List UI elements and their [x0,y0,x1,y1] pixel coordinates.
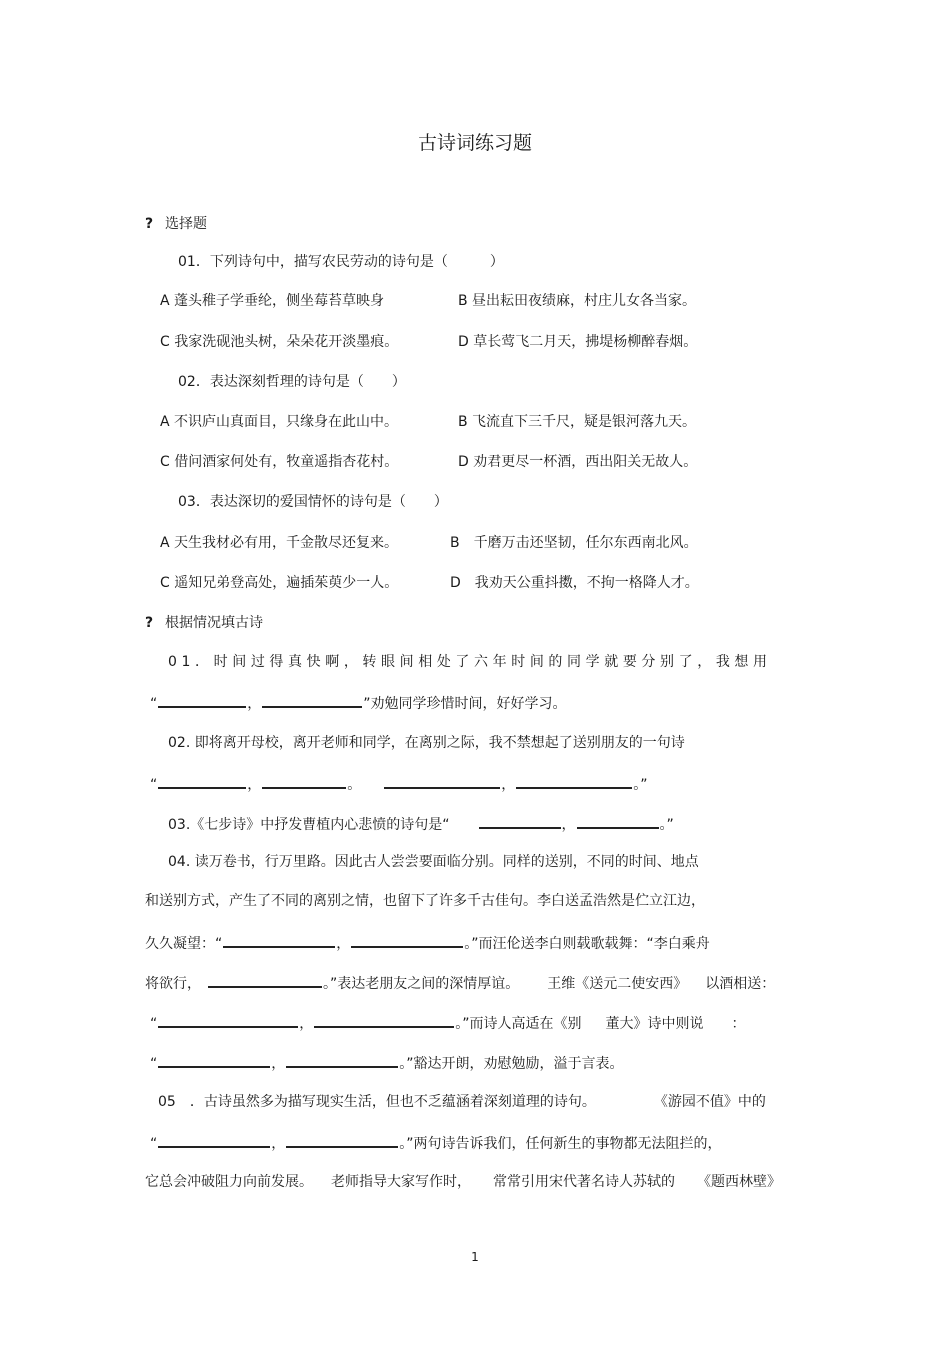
q3-option-b: B 千磨万击还坚韧，任尔东西南北风。 [450,535,698,551]
answer-blank[interactable] [158,1012,298,1028]
bullet-mark: ? [145,615,154,631]
answer-blank[interactable] [384,773,500,789]
fill-4-line-6: “ ， 。”豁达开朗，劝慰勉励，溢于言表。 [150,1052,624,1074]
fill-3-line: 03.《七步诗》中抒发曹植内心悲愤的诗句是“ ， 。” [168,813,674,835]
answer-blank[interactable] [262,692,362,708]
q3-option-a: A 天生我材必有用，千金散尽还复来。 [160,535,399,551]
fill-1-line-2: “ ， ”劝勉同学珍惜时间，好好学习。 [150,692,567,714]
q1-option-c: C 我家洗砚池头树，朵朵花开淡墨痕。 [160,334,399,350]
page-number: 1 [471,1250,479,1264]
fill-1-line-1: 01．时间过得真快啊，转眼间相处了六年时间的同学就要分别了，我想用 [168,654,772,670]
section-label: 根据情况填古诗 [165,615,263,631]
fill-5-line-2: “ ， 。”两句诗告诉我们，任何新生的事物都无法阻拦的， [150,1132,722,1154]
section-heading-choice [145,214,207,234]
bullet-mark: ? [145,216,154,232]
fill-4-line-5: “ ， 。”而诗人高适在《别 董大》诗中则说 ： [150,1012,746,1034]
section-heading-fill [145,613,263,633]
fill-5-line-3: 它总会冲破阻力向前发展。 老师指导大家写作时， 常常引用宋代著名诗人苏轼的 《题西林壁》 [145,1174,781,1190]
q1-option-b: B 昼出耘田夜绩麻，村庄儿女各当家。 [458,293,697,309]
q2-option-c: C 借问酒家何处有，牧童遥指杏花村。 [160,454,399,470]
q3-option-c: C 遥知兄弟登高处，遍插茱萸少一人。 [160,575,399,591]
answer-blank[interactable] [577,813,659,829]
answer-blank[interactable] [286,1052,398,1068]
question-2-stem: 02．表达深刻哲理的诗句是（ ） [178,374,406,390]
answer-blank[interactable] [158,692,246,708]
answer-blank[interactable] [158,1132,270,1148]
q1-option-d: D 草长莺飞二月天，拂堤杨柳醉春烟。 [458,334,698,350]
fill-2-line-2: “ ， 。 ， 。” [150,773,648,795]
answer-blank[interactable] [158,1052,270,1068]
fill-4-line-1: 04. 读万卷书，行万里路。因此古人尝尝要面临分别。同样的送别，不同的时间、地点 [168,854,699,870]
answer-blank[interactable] [262,773,346,789]
answer-blank[interactable] [223,932,335,948]
page-title: 古诗词练习题 [417,132,532,154]
answer-blank[interactable] [351,932,463,948]
question-3-stem: 03．表达深切的爱国情怀的诗句是（ ） [178,494,448,510]
q1-option-a: A 蓬头稚子学垂纶，侧坐莓苔草映身 [160,293,385,309]
q3-option-d: D 我劝天公重抖擞，不拘一格降人才。 [450,575,699,591]
q2-option-d: D 劝君更尽一杯酒，西出阳关无故人。 [458,454,698,470]
answer-blank[interactable] [208,972,322,988]
answer-blank[interactable] [286,1132,398,1148]
question-1-stem: 01．下列诗句中，描写农民劳动的诗句是（ ） [178,254,504,270]
q2-option-b: B 飞流直下三千尺，疑是银河落九天。 [458,414,697,430]
answer-blank[interactable] [314,1012,454,1028]
fill-4-line-3: 久久凝望：“ ， 。”而汪伦送李白则载歌载舞：“李白乘舟 [145,932,710,954]
fill-4-line-2: 和送别方式，产生了不同的离别之情，也留下了许多千古佳句。李白送孟浩然是伫立江边， [145,893,705,909]
fill-2-line-1: 02. 即将离开母校，离开老师和同学，在离别之际，我不禁想起了送别朋友的一句诗 [168,735,685,751]
fill-4-line-4: 将欲行， 。”表达老朋友之间的深情厚谊。 王维《送元二使安西》 以酒相送： [145,972,775,994]
fill-5-line-1: 05 ．古诗虽然多为描写现实生活，但也不乏蕴涵着深刻道理的诗句。 《游园不值》中的 [158,1094,766,1110]
q2-option-a: A 不识庐山真面目，只缘身在此山中。 [160,414,399,430]
answer-blank[interactable] [479,813,561,829]
section-label: 选择题 [165,216,207,232]
answer-blank[interactable] [516,773,632,789]
answer-blank[interactable] [158,773,246,789]
